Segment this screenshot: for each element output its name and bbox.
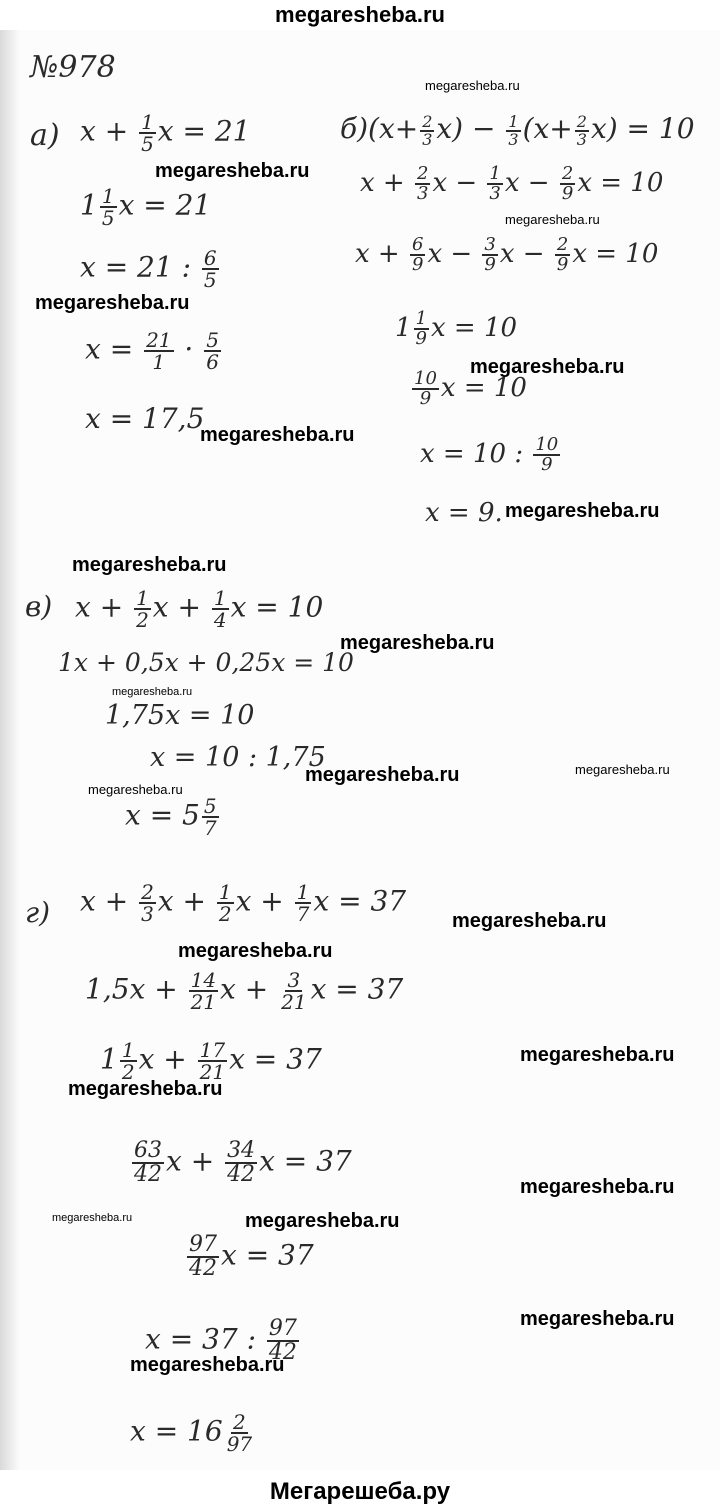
denominator: 2 <box>121 1060 135 1084</box>
part-b-eq7: x = 9. <box>425 498 503 528</box>
denominator: 21 <box>199 1060 226 1084</box>
eq-text: x = 10 <box>577 168 664 198</box>
numerator: 2 <box>556 234 569 255</box>
numerator: 3 <box>484 234 496 255</box>
part-v-eq5 <box>125 796 221 838</box>
fraction <box>420 111 434 149</box>
denominator: 42 <box>227 1162 256 1187</box>
fraction <box>414 310 429 348</box>
part-b-label: б) <box>340 112 369 145</box>
fraction <box>189 970 218 1012</box>
part-g-eq5 <box>185 1234 314 1280</box>
fraction <box>202 796 219 838</box>
eq-text: x + <box>138 1042 196 1076</box>
part-v-eq2: 1x + 0,5x + 0,25x = 10 <box>58 648 354 677</box>
fraction <box>202 248 219 290</box>
eq-text: x = 10 <box>572 239 659 269</box>
eq-text: x = 16 <box>130 1414 223 1448</box>
part-g-eq1 <box>80 882 406 924</box>
numerator: 14 <box>190 968 217 992</box>
part-a-eq2 <box>80 186 211 228</box>
denominator: 6 <box>206 350 219 374</box>
denominator: 42 <box>268 1340 297 1365</box>
eq-text: x = 5 <box>125 798 200 832</box>
numerator: 3 <box>287 968 301 992</box>
numerator: 1 <box>136 586 149 610</box>
part-a-eq3 <box>80 248 221 290</box>
eq-text: x = 21 <box>118 188 212 222</box>
numerator: 63 <box>134 1138 162 1163</box>
eq-text: x = 10 <box>440 373 527 403</box>
fraction <box>204 330 221 372</box>
watermark: megaresheba.ru <box>575 762 670 777</box>
denominator: 4 <box>213 608 227 632</box>
denominator: 7 <box>203 816 217 840</box>
watermark: megaresheba.ru <box>52 1212 133 1224</box>
numerator: 1 <box>141 110 154 134</box>
whole-part: 1 <box>80 188 98 222</box>
fraction <box>575 111 589 149</box>
eq-text: x = 37 <box>310 972 404 1006</box>
fraction <box>295 882 312 924</box>
part-g-eq2 <box>85 970 403 1012</box>
numerator: 5 <box>203 794 217 818</box>
part-a-eq1 <box>80 112 250 154</box>
eq-text: x − <box>427 239 481 269</box>
denominator: 5 <box>203 268 217 292</box>
fraction <box>410 236 425 274</box>
fraction <box>139 112 156 154</box>
numerator: 2 <box>141 880 154 904</box>
fraction <box>487 165 502 203</box>
eq-text: x = <box>85 332 143 366</box>
fraction <box>506 111 520 149</box>
numerator: 1 <box>296 880 310 904</box>
denominator: 9 <box>541 454 553 475</box>
part-v-eq3: 1,75x = 10 <box>105 700 255 731</box>
denominator: 2 <box>218 902 232 926</box>
eq-text: x + <box>220 972 278 1006</box>
problem-number: №978 <box>30 50 116 85</box>
fraction <box>134 588 151 630</box>
eq-text: x − <box>499 239 553 269</box>
watermark: megaresheba.ru <box>470 356 625 378</box>
denominator: 9 <box>419 388 432 409</box>
denominator: 2 <box>136 608 149 632</box>
eq-text: x + <box>355 239 408 269</box>
fraction <box>212 588 229 630</box>
denominator: 9 <box>484 254 496 275</box>
fraction <box>120 1040 137 1082</box>
numerator: 17 <box>199 1038 226 1062</box>
fraction <box>144 330 173 372</box>
part-g-eq4 <box>130 1140 352 1186</box>
eq-text: x = 21 : <box>80 250 200 284</box>
watermark: megaresheba.ru <box>505 212 600 227</box>
denominator: 3 <box>422 129 433 149</box>
watermark: megaresheba.ru <box>505 500 660 522</box>
watermark: megaresheba.ru <box>425 78 520 93</box>
denominator: 42 <box>134 1162 162 1187</box>
eq-text: x + <box>80 884 138 918</box>
part-b-eq1 <box>340 112 695 148</box>
watermark: megaresheba.ru <box>245 1210 400 1232</box>
eq-text: x = 37 <box>313 884 407 918</box>
part-b-eq6 <box>420 436 562 474</box>
fraction <box>412 370 439 408</box>
fraction <box>225 1412 254 1454</box>
numerator: 5 <box>206 328 219 352</box>
denominator: 1 <box>152 350 166 374</box>
denominator: 3 <box>508 129 519 149</box>
eq-text: x) − <box>436 112 505 145</box>
eq-text: x + <box>75 590 133 624</box>
eq-text: x + <box>360 168 413 198</box>
watermark: megaresheba.ru <box>520 1176 675 1198</box>
fraction <box>187 1234 219 1280</box>
watermark: megaresheba.ru <box>200 424 355 446</box>
whole-part: 1 <box>100 1042 118 1076</box>
part-v-eq1 <box>75 588 323 630</box>
fraction <box>217 882 234 924</box>
whole-part: 1 <box>395 313 412 343</box>
denominator: 5 <box>101 206 115 230</box>
denominator: 9 <box>411 254 424 275</box>
numerator: 1 <box>489 163 501 184</box>
numerator: 1 <box>415 308 427 329</box>
watermark: megaresheba.ru <box>340 632 495 654</box>
eq-text: x − <box>504 168 558 198</box>
part-b-eq3 <box>355 236 658 274</box>
numerator: 6 <box>411 234 424 255</box>
watermark: megaresheba.ru <box>155 160 310 182</box>
site-header: megaresheba.ru <box>275 2 445 27</box>
numerator: 2 <box>233 1410 246 1434</box>
eq-text: · <box>175 332 203 366</box>
watermark: megaresheba.ru <box>68 1078 223 1100</box>
part-b-eq2 <box>360 165 663 203</box>
part-a-eq5: x = 17,5 <box>85 402 205 435</box>
watermark: megaresheba.ru <box>452 910 607 932</box>
part-g-label: г) <box>25 896 51 929</box>
part-g-eq7 <box>130 1412 256 1454</box>
fraction <box>555 236 570 274</box>
numerator: 21 <box>146 328 172 352</box>
fraction <box>415 165 430 203</box>
watermark: megaresheba.ru <box>72 554 227 576</box>
numerator: 1 <box>508 111 519 131</box>
watermark: megaresheba.ru <box>130 1354 285 1376</box>
denominator: 9 <box>556 254 569 275</box>
watermark: megaresheba.ru <box>305 764 460 786</box>
denominator: 21 <box>281 990 307 1014</box>
eq-text: (x+ <box>368 112 419 145</box>
watermark: megaresheba.ru <box>88 782 183 797</box>
numerator: 97 <box>268 1316 297 1341</box>
denominator: 3 <box>576 129 587 149</box>
eq-text: x + <box>166 1144 224 1178</box>
eq-text: x = 21 <box>157 114 251 148</box>
fraction <box>279 970 308 1012</box>
part-a-label: а) <box>30 118 60 153</box>
numerator: 10 <box>535 434 559 455</box>
eq-text: x = 10 <box>230 590 324 624</box>
eq-text: x = 37 <box>259 1144 352 1178</box>
denominator: 97 <box>226 1432 253 1456</box>
eq-text: (x+ <box>522 112 573 145</box>
part-a-eq4 <box>85 330 223 372</box>
watermark: megaresheba.ru <box>178 940 333 962</box>
watermark: megaresheba.ru <box>520 1044 675 1066</box>
numerator: 2 <box>561 163 574 184</box>
denominator: 3 <box>141 902 154 926</box>
site-footer: Мегарешеба.ру <box>269 1478 451 1505</box>
eq-text: x + <box>152 590 210 624</box>
fraction <box>560 165 575 203</box>
eq-text: x + <box>80 114 138 148</box>
part-v-label: в) <box>25 590 53 623</box>
eq-text: x + <box>235 884 293 918</box>
watermark: megaresheba.ru <box>112 686 193 698</box>
fraction <box>482 236 497 274</box>
part-v-eq4: x = 10 : 1,75 <box>150 742 326 773</box>
denominator: 3 <box>416 183 429 204</box>
eq-text: x = 37 <box>229 1042 322 1076</box>
numerator: 1 <box>121 1038 135 1062</box>
eq-text: x = 10 : <box>420 439 532 469</box>
part-b-eq4 <box>395 310 517 348</box>
fraction <box>225 1140 257 1186</box>
watermark: megaresheba.ru <box>520 1308 675 1330</box>
eq-text: x = 37 <box>221 1238 314 1272</box>
part-g-eq3 <box>100 1040 322 1082</box>
numerator: 10 <box>414 368 437 389</box>
eq-text: x − <box>432 168 486 198</box>
denominator: 7 <box>296 902 310 926</box>
fraction <box>198 1040 227 1082</box>
denominator: 42 <box>189 1256 217 1281</box>
numerator: 1 <box>218 880 232 904</box>
eq-text: 1,5x + <box>85 972 187 1006</box>
page-shadow <box>0 30 20 1470</box>
eq-text: x = 37 : <box>145 1322 265 1356</box>
denominator: 5 <box>141 132 154 156</box>
numerator: 1 <box>213 586 227 610</box>
denominator: 3 <box>489 183 501 204</box>
denominator: 9 <box>561 183 574 204</box>
fraction <box>139 882 156 924</box>
fraction <box>100 186 117 228</box>
numerator: 1 <box>101 184 115 208</box>
fraction <box>132 1140 164 1186</box>
denominator: 9 <box>415 328 427 349</box>
watermark: megaresheba.ru <box>35 292 190 314</box>
numerator: 97 <box>189 1232 217 1257</box>
numerator: 2 <box>416 163 429 184</box>
eq-text: x = 10 <box>431 313 518 343</box>
fraction <box>533 436 560 474</box>
eq-text: x) = 10 <box>590 112 695 145</box>
numerator: 6 <box>203 246 217 270</box>
eq-text: x + <box>157 884 215 918</box>
numerator: 2 <box>576 111 587 131</box>
numerator: 2 <box>422 111 433 131</box>
denominator: 21 <box>190 990 217 1014</box>
numerator: 34 <box>227 1138 256 1163</box>
